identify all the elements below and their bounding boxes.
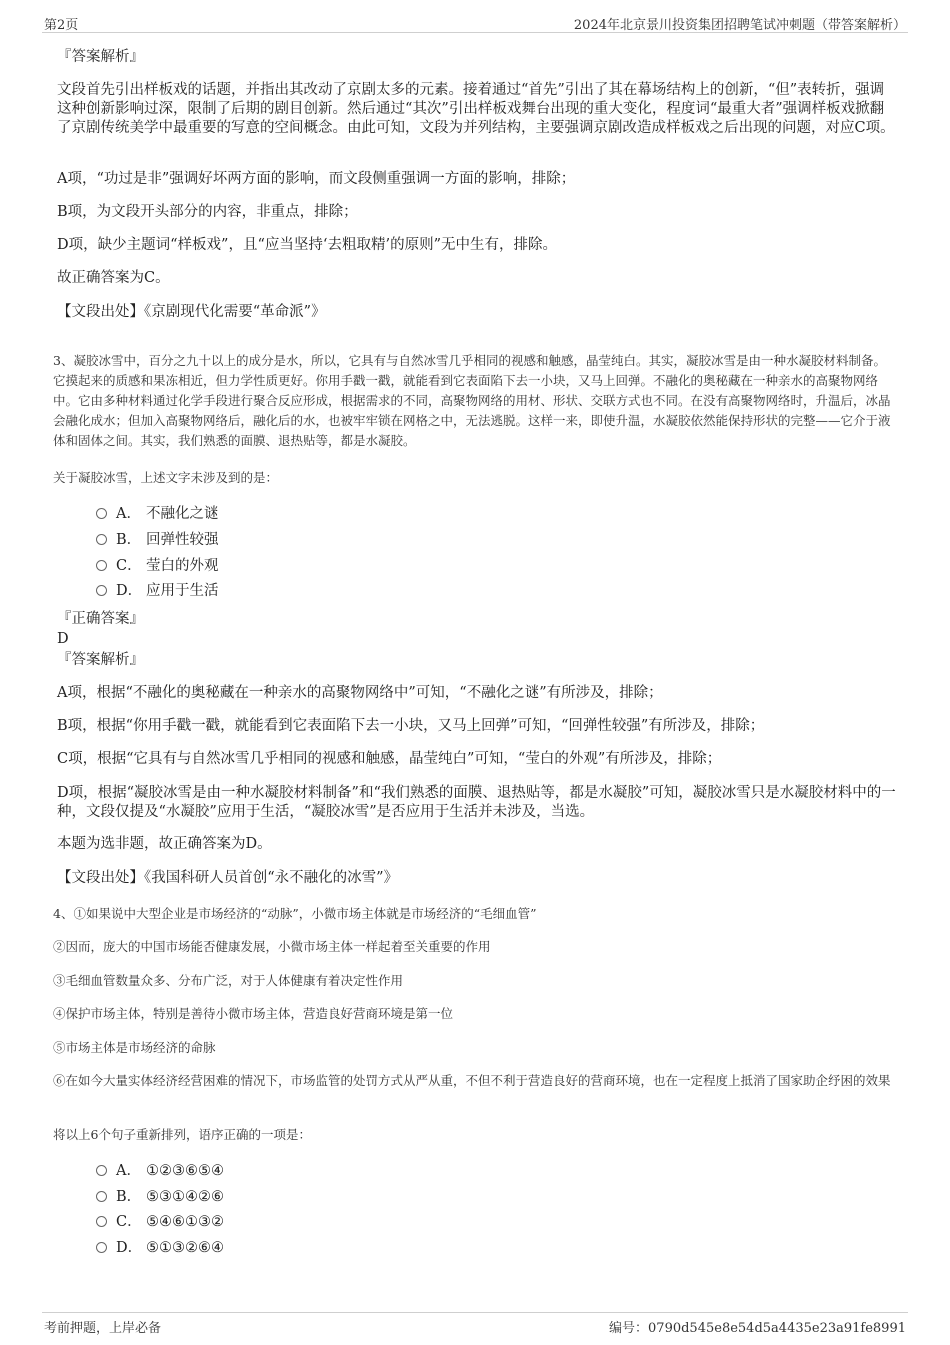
- radio-icon[interactable]: [96, 1191, 107, 1202]
- q4-sentence-1: 4、①如果说中大型企业是市场经济的“动脉”，小微市场主体就是市场经济的“毛细血管”: [53, 906, 537, 921]
- q4-option-b[interactable]: B． ⑤③①④②⑥: [96, 1188, 224, 1206]
- page-number: 第2页: [44, 18, 79, 33]
- q3-option-d-analysis: D项，根据“凝胶冰雪是由一种水凝胶材料制备”和“我们熟悉的面膜、退热贴等，都是水凝胶”可知，凝胶冰雪只是水凝胶材料中的一种，文段仅提及“水凝胶”应用于生活，“凝胶冰雪”是否应用于生活并未涉及，当选。: [57, 785, 896, 820]
- radio-icon[interactable]: [96, 585, 107, 596]
- q3-option-c[interactable]: C． 莹白的外观: [96, 557, 219, 575]
- q3-answer: D: [57, 631, 69, 647]
- q2-source: 【文段出处】《京剧现代化需要“革命派”》: [57, 304, 326, 320]
- page-header: [42, 12, 908, 33]
- q2-option-b-analysis: B项，为文段开头部分的内容，非重点，排除；: [57, 204, 358, 220]
- q3-option-c-analysis: C项，根据“它具有与自然冰雪几乎相同的视感和触感，晶莹纯白”可知，“莹白的外观”有所涉及，排除；: [57, 751, 722, 767]
- q3-option-a-analysis: A项，根据“不融化的奥秘藏在一种亲水的高聚物网络中”可知，“不融化之谜”有所涉及，排除；: [57, 685, 663, 701]
- q4-sentence-4: ④保护市场主体，特别是善待小微市场主体，营造良好营商环境是第一位: [53, 1006, 454, 1021]
- q4-sentence-5: ⑤市场主体是市场经济的命脉: [53, 1040, 216, 1055]
- q3-passage: 3、凝胶冰雪中，百分之九十以上的成分是水，所以，它具有与自然冰雪几乎相同的视感和触感，晶莹纯白。其实，凝胶冰雪是由一种水凝胶材料制备。它摸起来的质感和果冻相近，但力学性质更好。你用手戳一戳，就能看到它表面陷下去一小块，又马上回弹。不融化的奥秘藏在一种亲水的高聚物网络中。它由多种材料通过化学手段进行聚合反应形成，根据需求的不同，高聚物网络的用材、形状、交联方式也不同。在没有高聚物网络时，升温后，冰晶会融化成水；但加入高聚物网络后，融化后的水，也被牢牢锁在网格之中，无法逃脱。这样一来，即使升温，水凝胶依然能保持形状的完整——它介于液体和固体之间。其实，我们熟悉的面膜、退热贴等，都是水凝胶。: [53, 353, 891, 448]
- q3-option-b-analysis: B项，根据“你用手戳一戳，就能看到它表面陷下去一小块，又马上回弹”可知，“回弹性较强”有所涉及，排除；: [57, 718, 765, 734]
- q3-answer-label: 『正确答案』: [57, 611, 144, 627]
- q2-option-a-analysis: A项，“功过是非”强调好坏两方面的影响，而文段侧重强调一方面的影响，排除；: [57, 171, 576, 187]
- q4-sentence-2: ②因而，庞大的中国市场能否健康发展，小微市场主体一样起着至关重要的作用: [53, 939, 491, 954]
- radio-icon[interactable]: [96, 508, 107, 519]
- q4-sentence-6: ⑥在如今大量实体经济经营困难的情况下，市场监管的处罚方式从严从重，不但不利于营造良好的营商环境，也在一定程度上抵消了国家助企纾困的效果: [53, 1073, 891, 1088]
- page-footer: [42, 1312, 908, 1337]
- q4-option-d[interactable]: D． ⑤①③②⑥④: [96, 1239, 224, 1257]
- q4-option-a[interactable]: A． ①②③⑥⑤④: [96, 1162, 224, 1180]
- q2-conclusion: 故正确答案为C。: [57, 270, 170, 286]
- q2-analysis-label: 『答案解析』: [57, 49, 144, 65]
- q2-option-d-analysis: D项，缺少主题词“样板戏”，且“应当坚持‘去粗取精’的原则”无中生有，排除。: [57, 237, 557, 253]
- radio-icon[interactable]: [96, 1165, 107, 1176]
- footer-slogan: 考前押题，上岸必备: [44, 1321, 162, 1336]
- document-title: 2024年北京景川投资集团招聘笔试冲刺题（带答案解析）: [573, 18, 906, 33]
- q4-sentence-3: ③毛细血管数量众多、分布广泛，对于人体健康有着决定性作用: [53, 973, 404, 988]
- radio-icon[interactable]: [96, 560, 107, 571]
- document-code: 编号：0790d545e8e54d5a4435e23a91fe8991: [609, 1321, 906, 1336]
- q3-option-a[interactable]: A． 不融化之谜: [96, 505, 219, 523]
- q4-option-c[interactable]: C． ⑤④⑥①③②: [96, 1213, 224, 1231]
- q3-conclusion: 本题为选非题，故正确答案为D。: [57, 836, 272, 852]
- radio-icon[interactable]: [96, 534, 107, 545]
- q4-question: 将以上6个句子重新排列，语序正确的一项是：: [53, 1127, 311, 1142]
- q3-question: 关于凝胶冰雪，上述文字未涉及到的是：: [53, 470, 279, 485]
- radio-icon[interactable]: [96, 1242, 107, 1253]
- q3-option-b[interactable]: B． 回弹性较强: [96, 531, 219, 549]
- q3-analysis-label: 『答案解析』: [57, 652, 144, 668]
- q3-source: 【文段出处】《我国科研人员首创“永不融化的冰雪”》: [57, 870, 399, 886]
- radio-icon[interactable]: [96, 1216, 107, 1227]
- q3-option-d[interactable]: D． 应用于生活: [96, 582, 219, 600]
- q2-analysis-text: 文段首先引出样板戏的话题，并指出其改动了京剧太多的元素。接着通过“首先”引出了其在幕场结构上的创新，“但”表转折，强调这种创新影响过深，限制了后期的剧目创新。然后通过“其次”引出样板戏舞台出现的重大变化，程度词“最重大者”强调样板戏掀翻了京剧传统美学中最重要的写意的空间概念。由此可知，文段为并列结构，主要强调京剧改造成样板戏之后出现的问题，对应C项。: [57, 82, 895, 136]
